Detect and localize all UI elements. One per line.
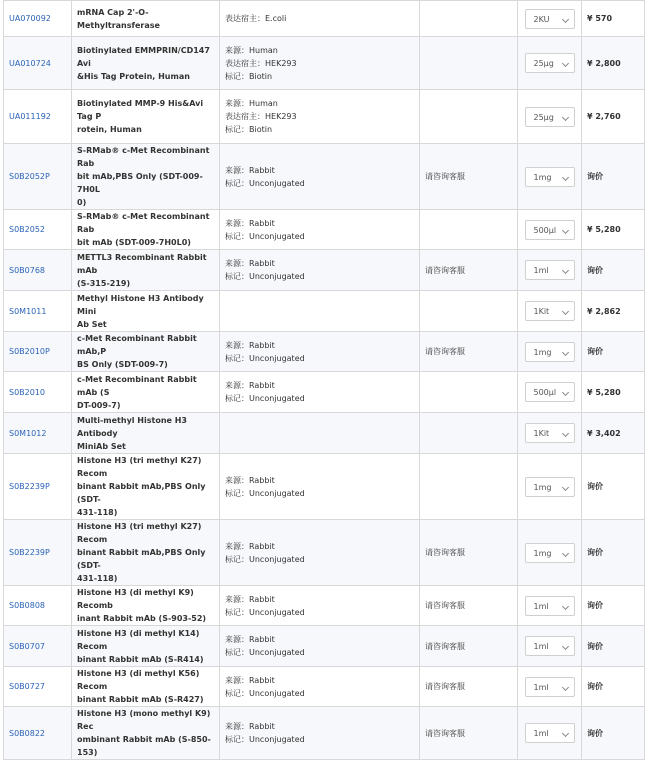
catalog-number-cell: [4, 250, 72, 291]
product-name-line: inant Rabbit mAb (S-903-52): [77, 614, 207, 623]
table-row: [4, 332, 645, 372]
price-value: 询价: [587, 265, 603, 275]
price-cell: [582, 90, 645, 144]
spec-select[interactable]: [525, 382, 575, 402]
product-name-line: binant Rabbit mAb,PBS Only (SDT-: [77, 482, 206, 504]
product-name-line: binant Rabbit mAb (S-R427): [77, 695, 204, 704]
catalog-number-link[interactable]: S0B0808: [9, 601, 46, 610]
product-name-line: rotein, Human: [77, 125, 142, 134]
catalog-number-link[interactable]: UA010724: [9, 58, 51, 68]
product-attributes-cell: [220, 520, 420, 586]
product-name-cell[interactable]: [72, 144, 220, 210]
table-row: [4, 210, 645, 250]
table-row: [4, 37, 645, 90]
price-value: ¥ 2,760: [587, 112, 621, 121]
product-name-line: Methyl Histone H3 Antibody Mini: [77, 293, 204, 316]
spec-cell: [518, 520, 582, 586]
product-name-line: BS Only (SDT-009-7): [77, 360, 168, 369]
spec-value: 1Kit: [533, 429, 550, 438]
chevron-down-icon: [561, 730, 568, 737]
table-row: [4, 707, 645, 760]
inquiry-note-cell: [420, 210, 518, 250]
product-attributes-cell: [220, 210, 420, 250]
spec-value: 1ml: [533, 682, 549, 692]
spec-cell: [518, 667, 582, 707]
price-cell: [582, 250, 645, 291]
inquiry-note-cell: [420, 372, 518, 413]
table-row: [4, 1, 645, 37]
chevron-down-icon: [561, 226, 568, 233]
price-cell: [582, 332, 645, 372]
price-value: 询价: [587, 548, 603, 557]
spec-value: 1mg: [533, 172, 552, 182]
product-name-line: mRNA Cap 2'-O-Methyltransferase: [77, 7, 160, 30]
spec-select[interactable]: [525, 107, 575, 127]
inquiry-note-cell: [420, 707, 518, 760]
catalog-number-cell: [4, 291, 72, 332]
table-row: [4, 520, 645, 586]
inquiry-note-cell: [420, 413, 518, 454]
catalog-number-cell: [4, 90, 72, 144]
catalog-number-cell: [4, 144, 72, 210]
spec-select[interactable]: [525, 636, 575, 656]
inquiry-note-cell: [420, 37, 518, 90]
product-attribute: 标记：Unconjugated: [225, 272, 305, 281]
table-row: [4, 372, 645, 413]
product-attributes-cell: [220, 250, 420, 291]
product-attributes-cell: [220, 667, 420, 707]
product-name-line: Histone H3 (tri methyl K27) Recom: [77, 522, 202, 544]
spec-value: 1ml: [533, 642, 549, 651]
spec-cell: [518, 586, 582, 626]
inquiry-note-cell: [420, 250, 518, 291]
product-name-line: &His Tag Protein, Human: [77, 71, 190, 81]
product-name-line: Histone H3 (di methyl K14) Recom: [77, 628, 200, 651]
product-attribute: 标记：Unconjugated: [225, 394, 305, 403]
catalog-number-link[interactable]: UA011192: [9, 112, 51, 121]
product-attributes-cell: [220, 90, 420, 144]
price-value: 询价: [587, 172, 603, 181]
price-value: 询价: [587, 728, 603, 738]
chevron-down-icon: [561, 348, 568, 355]
product-attribute: 标记：Unconjugated: [225, 607, 305, 617]
product-name-line: DT-009-7): [77, 400, 121, 410]
catalog-number-link[interactable]: S0B0822: [9, 728, 46, 738]
price-value: ¥ 5,280: [587, 387, 621, 397]
spec-select[interactable]: [525, 543, 575, 563]
catalog-number-cell: [4, 707, 72, 760]
product-table: [3, 0, 645, 760]
spec-value: 1mg: [533, 548, 552, 558]
spec-cell: [518, 210, 582, 250]
price-cell: [582, 291, 645, 332]
catalog-number-cell: [4, 586, 72, 626]
product-name-line: Ab Set: [77, 319, 107, 329]
catalog-number-link[interactable]: S0B2052P: [9, 172, 50, 181]
spec-cell: [518, 37, 582, 90]
inquiry-note: 请咨询客服: [425, 548, 465, 557]
product-name-cell[interactable]: [72, 372, 220, 413]
inquiry-note-cell: [420, 332, 518, 372]
product-name-cell[interactable]: [72, 210, 220, 250]
product-name-line: S-RMab® c-Met Recombinant Rab: [77, 212, 210, 234]
product-attribute: 表达宿主：HEK293: [225, 112, 297, 121]
spec-select[interactable]: [525, 53, 575, 73]
table-row: [4, 144, 645, 210]
product-name-line: (S-315-219): [77, 278, 131, 288]
product-attribute: 标记：Unconjugated: [225, 648, 305, 657]
catalog-number-cell: [4, 454, 72, 520]
price-value: 询价: [587, 682, 603, 691]
price-cell: [582, 37, 645, 90]
product-name-cell[interactable]: [72, 520, 220, 586]
product-attributes-cell: [220, 454, 420, 520]
spec-select[interactable]: [525, 342, 575, 362]
product-attributes-cell: [220, 372, 420, 413]
catalog-number-cell: [4, 372, 72, 413]
catalog-number-link[interactable]: S0M1012: [9, 428, 47, 438]
product-name-line: Histone H3 (tri methyl K27) Recom: [77, 456, 202, 478]
product-name-line: Histone H3 (mono methyl K9) Rec: [77, 709, 211, 731]
price-cell: [582, 372, 645, 413]
inquiry-note: 请咨询客服: [425, 347, 465, 356]
price-cell: [582, 667, 645, 707]
chevron-down-icon: [561, 549, 568, 556]
inquiry-note-cell: [420, 586, 518, 626]
product-attribute: 来源：Rabbit: [225, 259, 275, 268]
catalog-number-cell: [4, 667, 72, 707]
price-value: 询价: [587, 482, 603, 491]
chevron-down-icon: [561, 683, 568, 690]
inquiry-note-cell: [420, 626, 518, 667]
catalog-number-link[interactable]: S0B2052: [9, 225, 46, 234]
product-name-line: 0): [77, 198, 87, 207]
product-attribute: 来源：Rabbit: [225, 635, 275, 644]
spec-value: 2KU: [533, 14, 550, 24]
product-name-cell[interactable]: [72, 454, 220, 520]
product-name-line: MiniAb Set: [77, 441, 126, 451]
product-attribute: 来源：Rabbit: [225, 475, 275, 485]
spec-cell: [518, 372, 582, 413]
table-row: [4, 90, 645, 144]
product-name-line: c-Met Recombinant Rabbit mAb,P: [77, 334, 197, 356]
table-row: [4, 454, 645, 520]
spec-cell: [518, 250, 582, 291]
chevron-down-icon: [561, 113, 568, 120]
catalog-number-link[interactable]: UA070092: [9, 14, 51, 23]
catalog-number-link[interactable]: S0B2239P: [9, 482, 50, 491]
catalog-number-link[interactable]: S0B0707: [9, 641, 46, 651]
price-value: 询价: [587, 641, 603, 651]
product-attribute: 表达宿主：E.coli: [225, 14, 287, 23]
spec-select[interactable]: [525, 723, 575, 743]
product-name-cell[interactable]: [72, 37, 220, 90]
spec-value: 500μl: [533, 388, 557, 397]
product-name-line: binant Rabbit mAb,PBS Only (SDT-: [77, 548, 206, 570]
product-name-cell[interactable]: [72, 332, 220, 372]
spec-cell: [518, 144, 582, 210]
spec-cell: [518, 413, 582, 454]
inquiry-note: 请咨询客服: [425, 265, 465, 275]
chevron-down-icon: [561, 430, 568, 437]
product-name-cell[interactable]: [72, 291, 220, 332]
inquiry-note: 请咨询客服: [425, 641, 465, 651]
spec-value: 1ml: [533, 266, 549, 275]
spec-cell: [518, 707, 582, 760]
product-name-cell[interactable]: [72, 626, 220, 667]
spec-value: 25μg: [533, 59, 554, 68]
spec-value: 1mg: [533, 347, 552, 357]
price-value: ¥ 5,280: [587, 225, 621, 234]
spec-select[interactable]: [525, 677, 575, 697]
price-value: ¥ 570: [587, 14, 613, 23]
chevron-down-icon: [561, 483, 568, 490]
spec-cell: [518, 291, 582, 332]
product-name-line: ombinant Rabbit mAb (S-850-153): [77, 735, 211, 757]
price-value: ¥ 2,862: [587, 306, 621, 316]
spec-value: 1ml: [533, 601, 549, 611]
product-attribute: 标记：Unconjugated: [225, 688, 305, 698]
product-attributes-cell: [220, 626, 420, 667]
product-attributes-cell: [220, 586, 420, 626]
chevron-down-icon: [561, 602, 568, 609]
product-name-line: 431-118): [77, 574, 118, 583]
spec-select[interactable]: [525, 9, 575, 29]
product-attributes-cell: [220, 413, 420, 454]
price-value: ¥ 2,800: [587, 58, 621, 68]
product-attribute: 标记：Unconjugated: [225, 231, 305, 241]
spec-select[interactable]: [525, 167, 575, 187]
chevron-down-icon: [561, 389, 568, 396]
spec-cell: [518, 332, 582, 372]
product-attribute: 来源：Human: [225, 45, 278, 55]
table-row: [4, 413, 645, 454]
product-attribute: 来源：Rabbit: [225, 722, 275, 731]
spec-cell: [518, 1, 582, 37]
product-name-line: c-Met Recombinant Rabbit mAb (S: [77, 374, 197, 397]
product-name-line: METTL3 Recombinant Rabbit mAb: [77, 252, 207, 275]
inquiry-note-cell: [420, 291, 518, 332]
table-row: [4, 667, 645, 707]
product-name-line: binant Rabbit mAb (S-R414): [77, 654, 204, 664]
product-name-line: Biotinylated MMP-9 His&Avi Tag P: [77, 99, 204, 121]
product-attributes-cell: [220, 332, 420, 372]
catalog-number-link[interactable]: S0M1011: [9, 306, 47, 316]
product-attribute: 标记：Unconjugated: [225, 178, 305, 188]
table-row: [4, 291, 645, 332]
catalog-number-cell: [4, 37, 72, 90]
catalog-number-cell: [4, 210, 72, 250]
catalog-number-link[interactable]: S0B0768: [9, 265, 46, 275]
product-name-cell[interactable]: [72, 586, 220, 626]
product-attribute: 来源：Rabbit: [225, 165, 275, 175]
spec-value: 25μg: [533, 112, 554, 122]
table-row: [4, 250, 645, 291]
product-attribute: 来源：Rabbit: [225, 218, 275, 228]
spec-value: 1Kit: [533, 307, 550, 316]
product-name-cell[interactable]: [72, 250, 220, 291]
product-name-line: bit mAb,PBS Only (SDT-009-7H0L: [77, 172, 203, 194]
catalog-number-cell: [4, 413, 72, 454]
inquiry-note-cell: [420, 520, 518, 586]
price-cell: [582, 413, 645, 454]
price-value: ¥ 3,402: [587, 428, 621, 438]
product-attributes-cell: [220, 707, 420, 760]
inquiry-note: 请咨询客服: [425, 682, 465, 691]
chevron-down-icon: [561, 308, 568, 315]
table-row: [4, 626, 645, 667]
spec-select[interactable]: [525, 596, 575, 616]
product-attribute: 标记：Biotin: [225, 71, 273, 81]
product-attribute: 来源：Rabbit: [225, 594, 275, 604]
product-attribute: 标记：Unconjugated: [225, 554, 305, 564]
product-name-cell[interactable]: [72, 1, 220, 37]
product-name-cell[interactable]: [72, 707, 220, 760]
price-cell: [582, 210, 645, 250]
price-value: 询价: [587, 601, 603, 610]
catalog-number-cell: [4, 1, 72, 37]
inquiry-note-cell: [420, 144, 518, 210]
spec-cell: [518, 90, 582, 144]
price-cell: [582, 707, 645, 760]
catalog-number-cell: [4, 626, 72, 667]
product-name-line: Histone H3 (di methyl K9) Recomb: [77, 588, 194, 610]
catalog-number-cell: [4, 520, 72, 586]
product-attribute: 标记：Unconjugated: [225, 735, 305, 744]
product-attribute: 标记：Unconjugated: [225, 488, 305, 498]
product-name-line: Biotinylated EMMPRIN/CD147 Avi: [77, 45, 210, 68]
spec-value: 500μl: [533, 225, 557, 235]
catalog-number-cell: [4, 332, 72, 372]
spec-select[interactable]: [525, 220, 575, 240]
spec-select[interactable]: [525, 301, 575, 321]
product-name-cell[interactable]: [72, 413, 220, 454]
product-name-line: Multi-methyl Histone H3 Antibody: [77, 415, 187, 438]
chevron-down-icon: [561, 60, 568, 67]
spec-value: 1ml: [533, 729, 549, 738]
inquiry-note: 请咨询客服: [425, 601, 465, 610]
chevron-down-icon: [561, 173, 568, 180]
spec-select[interactable]: [525, 423, 575, 443]
catalog-number-link[interactable]: S0B2010P: [9, 347, 50, 356]
product-attribute: 标记：Biotin: [225, 125, 273, 134]
inquiry-note-cell: [420, 1, 518, 37]
catalog-number-link[interactable]: S0B2010: [9, 387, 46, 397]
table-row: [4, 586, 645, 626]
price-cell: [582, 586, 645, 626]
product-attribute: 来源：Rabbit: [225, 340, 275, 350]
product-table-body: [4, 1, 645, 760]
spec-cell: [518, 626, 582, 667]
price-cell: [582, 1, 645, 37]
inquiry-note: 请咨询客服: [425, 172, 465, 181]
spec-select[interactable]: [525, 477, 575, 497]
inquiry-note-cell: [420, 454, 518, 520]
price-cell: [582, 454, 645, 520]
price-cell: [582, 626, 645, 667]
chevron-down-icon: [561, 643, 568, 650]
product-name-line: bit mAb (SDT-009-7H0L0): [77, 238, 191, 247]
price-value: 询价: [587, 347, 603, 356]
product-name-cell[interactable]: [72, 90, 220, 144]
product-attribute: 来源：Rabbit: [225, 675, 275, 685]
inquiry-note: 请咨询客服: [425, 728, 465, 738]
spec-cell: [518, 454, 582, 520]
inquiry-note-cell: [420, 667, 518, 707]
product-name-line: 431-118): [77, 508, 118, 517]
spec-select[interactable]: [525, 260, 575, 280]
price-cell: [582, 144, 645, 210]
product-name-line: Histone H3 (di methyl K56) Recom: [77, 669, 200, 691]
spec-value: 1mg: [533, 482, 552, 492]
product-attribute: 标记：Unconjugated: [225, 353, 305, 363]
product-name-line: S-RMab® c-Met Recombinant Rab: [77, 146, 210, 168]
product-attributes-cell: [220, 1, 420, 37]
product-name-cell[interactable]: [72, 667, 220, 707]
product-attribute: 来源：Rabbit: [225, 541, 275, 551]
inquiry-note-cell: [420, 90, 518, 144]
product-attributes-cell: [220, 291, 420, 332]
product-attribute: 来源：Human: [225, 99, 278, 108]
price-cell: [582, 520, 645, 586]
product-attribute: 来源：Rabbit: [225, 381, 275, 390]
catalog-number-link[interactable]: S0B2239P: [9, 548, 50, 557]
chevron-down-icon: [561, 15, 568, 22]
catalog-number-link[interactable]: S0B0727: [9, 682, 46, 691]
product-attributes-cell: [220, 144, 420, 210]
chevron-down-icon: [561, 267, 568, 274]
product-attribute: 表达宿主：HEK293: [225, 58, 297, 68]
product-attributes-cell: [220, 37, 420, 90]
